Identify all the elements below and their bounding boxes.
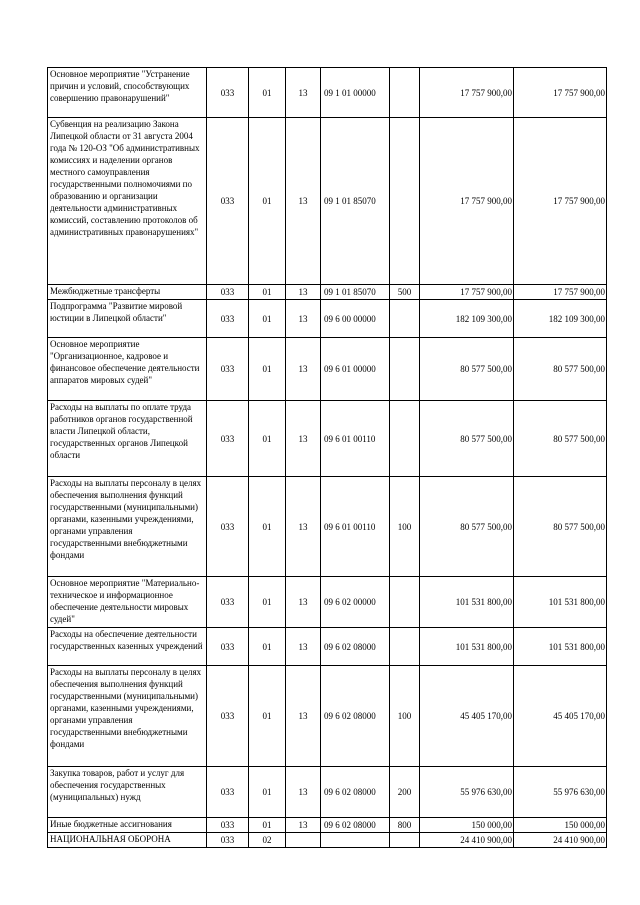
row-subsection-code: 13 — [286, 818, 321, 833]
row-section-code: 01 — [249, 577, 286, 628]
row-expense-type — [390, 118, 420, 285]
row-expense-type: 200 — [390, 767, 420, 818]
row-section-code: 01 — [249, 767, 286, 818]
row-name: Иные бюджетные ассигнования — [48, 818, 207, 833]
row-amount-1: 101 531 800,00 — [420, 628, 514, 666]
row-section-code: 01 — [249, 338, 286, 401]
row-expense-type — [390, 68, 420, 118]
row-amount-1: 24 410 900,00 — [420, 833, 514, 848]
row-expense-type: 100 — [390, 477, 420, 577]
row-target-article: 09 6 02 08000 — [321, 666, 390, 767]
row-name: Расходы на обеспечение деятельности государственных казенных учреждений — [48, 628, 207, 666]
row-section-code: 01 — [249, 628, 286, 666]
row-target-article: 09 6 02 08000 — [321, 818, 390, 833]
table-row — [48, 818, 607, 833]
row-subsection-code: 13 — [286, 401, 321, 477]
table-row — [48, 118, 607, 285]
row-ved-code: 033 — [207, 338, 249, 401]
row-amount-1: 55 976 630,00 — [420, 767, 514, 818]
row-subsection-code: 13 — [286, 68, 321, 118]
row-expense-type — [390, 401, 420, 477]
row-section-code: 02 — [249, 833, 286, 848]
row-amount-2: 17 757 900,00 — [514, 118, 607, 285]
row-name: Расходы на выплаты по оплате труда работников органов государственной власти Липецкой области, государственных органов Липецкой области — [48, 401, 207, 477]
table-row — [48, 477, 607, 577]
table-row — [48, 401, 607, 477]
row-expense-type — [390, 300, 420, 338]
row-ved-code: 033 — [207, 628, 249, 666]
table-row — [48, 577, 607, 628]
row-amount-1: 17 757 900,00 — [420, 118, 514, 285]
row-subsection-code: 13 — [286, 477, 321, 577]
row-ved-code: 033 — [207, 833, 249, 848]
row-ved-code: 033 — [207, 401, 249, 477]
row-name: Субвенция на реализацию Закона Липецкой области от 31 августа 2004 года № 120-ОЗ "Об административных комиссиях и наделении органов местного самоуправления государственными полномочиями по образованию и организации деятельности административных комиссий, составлению протоколов об административных правонарушениях" — [48, 118, 207, 285]
row-target-article: 09 6 02 08000 — [321, 628, 390, 666]
row-amount-1: 101 531 800,00 — [420, 577, 514, 628]
table-row — [48, 767, 607, 818]
row-amount-2: 182 109 300,00 — [514, 300, 607, 338]
row-subsection-code — [286, 833, 321, 848]
row-target-article: 09 6 02 00000 — [321, 577, 390, 628]
row-ved-code: 033 — [207, 118, 249, 285]
row-name: Подпрограмма "Развитие мировой юстиции в Липецкой области" — [48, 300, 207, 338]
row-target-article: 09 1 01 00000 — [321, 68, 390, 118]
row-target-article: 09 6 01 00110 — [321, 401, 390, 477]
row-subsection-code: 13 — [286, 767, 321, 818]
row-ved-code: 033 — [207, 477, 249, 577]
row-amount-2: 17 757 900,00 — [514, 68, 607, 118]
row-section-code: 01 — [249, 818, 286, 833]
row-section-code: 01 — [249, 666, 286, 767]
table-row — [48, 628, 607, 666]
budget-table — [47, 67, 607, 848]
table-row — [48, 338, 607, 401]
row-amount-2: 17 757 900,00 — [514, 285, 607, 300]
row-target-article: 09 6 00 00000 — [321, 300, 390, 338]
row-target-article — [321, 833, 390, 848]
row-ved-code: 033 — [207, 300, 249, 338]
row-section-code: 01 — [249, 285, 286, 300]
row-name: Расходы на выплаты персоналу в целях обеспечения выполнения функций государственными (муниципальными) органами, казенными учреждениями, органами управления государственными внебюджетными фондами — [48, 477, 207, 577]
row-name: Основное мероприятие "Организационное, кадровое и финансовое обеспечение деятельности аппаратов мировых судей" — [48, 338, 207, 401]
row-name: Основное мероприятие "Материально-техническое и информационное обеспечение деятельности мировых судей" — [48, 577, 207, 628]
table-row — [48, 68, 607, 118]
row-section-code: 01 — [249, 300, 286, 338]
row-amount-1: 17 757 900,00 — [420, 68, 514, 118]
row-name: НАЦИОНАЛЬНАЯ ОБОРОНА — [48, 833, 207, 848]
row-expense-type: 100 — [390, 666, 420, 767]
row-amount-2: 101 531 800,00 — [514, 577, 607, 628]
row-expense-type — [390, 833, 420, 848]
row-amount-2: 80 577 500,00 — [514, 401, 607, 477]
row-subsection-code: 13 — [286, 118, 321, 285]
row-subsection-code: 13 — [286, 666, 321, 767]
row-name: Основное мероприятие "Устранение причин и условий, способствующих совершению правонарушений" — [48, 68, 207, 118]
row-subsection-code: 13 — [286, 338, 321, 401]
row-section-code: 01 — [249, 477, 286, 577]
row-amount-1: 182 109 300,00 — [420, 300, 514, 338]
table-row — [48, 300, 607, 338]
table-row — [48, 833, 607, 848]
row-expense-type — [390, 338, 420, 401]
row-ved-code: 033 — [207, 818, 249, 833]
row-amount-2: 24 410 900,00 — [514, 833, 607, 848]
row-amount-2: 101 531 800,00 — [514, 628, 607, 666]
row-section-code: 01 — [249, 401, 286, 477]
row-expense-type — [390, 577, 420, 628]
row-amount-1: 150 000,00 — [420, 818, 514, 833]
row-name: Закупка товаров, работ и услуг для обеспечения государственных (муниципальных) нужд — [48, 767, 207, 818]
row-amount-2: 80 577 500,00 — [514, 338, 607, 401]
table-row — [48, 285, 607, 300]
row-amount-1: 80 577 500,00 — [420, 477, 514, 577]
row-subsection-code: 13 — [286, 285, 321, 300]
table-row — [48, 666, 607, 767]
row-ved-code: 033 — [207, 285, 249, 300]
row-name: Межбюджетные трансферты — [48, 285, 207, 300]
row-target-article: 09 6 02 08000 — [321, 767, 390, 818]
row-amount-1: 17 757 900,00 — [420, 285, 514, 300]
row-section-code: 01 — [249, 118, 286, 285]
row-target-article: 09 6 01 00000 — [321, 338, 390, 401]
row-section-code: 01 — [249, 68, 286, 118]
row-subsection-code: 13 — [286, 300, 321, 338]
row-subsection-code: 13 — [286, 628, 321, 666]
row-ved-code: 033 — [207, 666, 249, 767]
row-ved-code: 033 — [207, 767, 249, 818]
row-target-article: 09 6 01 00110 — [321, 477, 390, 577]
table-body — [48, 68, 607, 848]
row-expense-type: 500 — [390, 285, 420, 300]
row-amount-1: 80 577 500,00 — [420, 401, 514, 477]
row-amount-2: 150 000,00 — [514, 818, 607, 833]
row-target-article: 09 1 01 85070 — [321, 118, 390, 285]
row-ved-code: 033 — [207, 68, 249, 118]
row-ved-code: 033 — [207, 577, 249, 628]
row-expense-type: 800 — [390, 818, 420, 833]
row-amount-1: 45 405 170,00 — [420, 666, 514, 767]
row-target-article: 09 1 01 85070 — [321, 285, 390, 300]
row-amount-1: 80 577 500,00 — [420, 338, 514, 401]
row-expense-type — [390, 628, 420, 666]
row-name: Расходы на выплаты персоналу в целях обеспечения выполнения функций государственными (муниципальными) органами, казенными учреждениями, органами управления государственными внебюджетными фондами — [48, 666, 207, 767]
row-amount-2: 55 976 630,00 — [514, 767, 607, 818]
row-subsection-code: 13 — [286, 577, 321, 628]
row-amount-2: 45 405 170,00 — [514, 666, 607, 767]
row-amount-2: 80 577 500,00 — [514, 477, 607, 577]
